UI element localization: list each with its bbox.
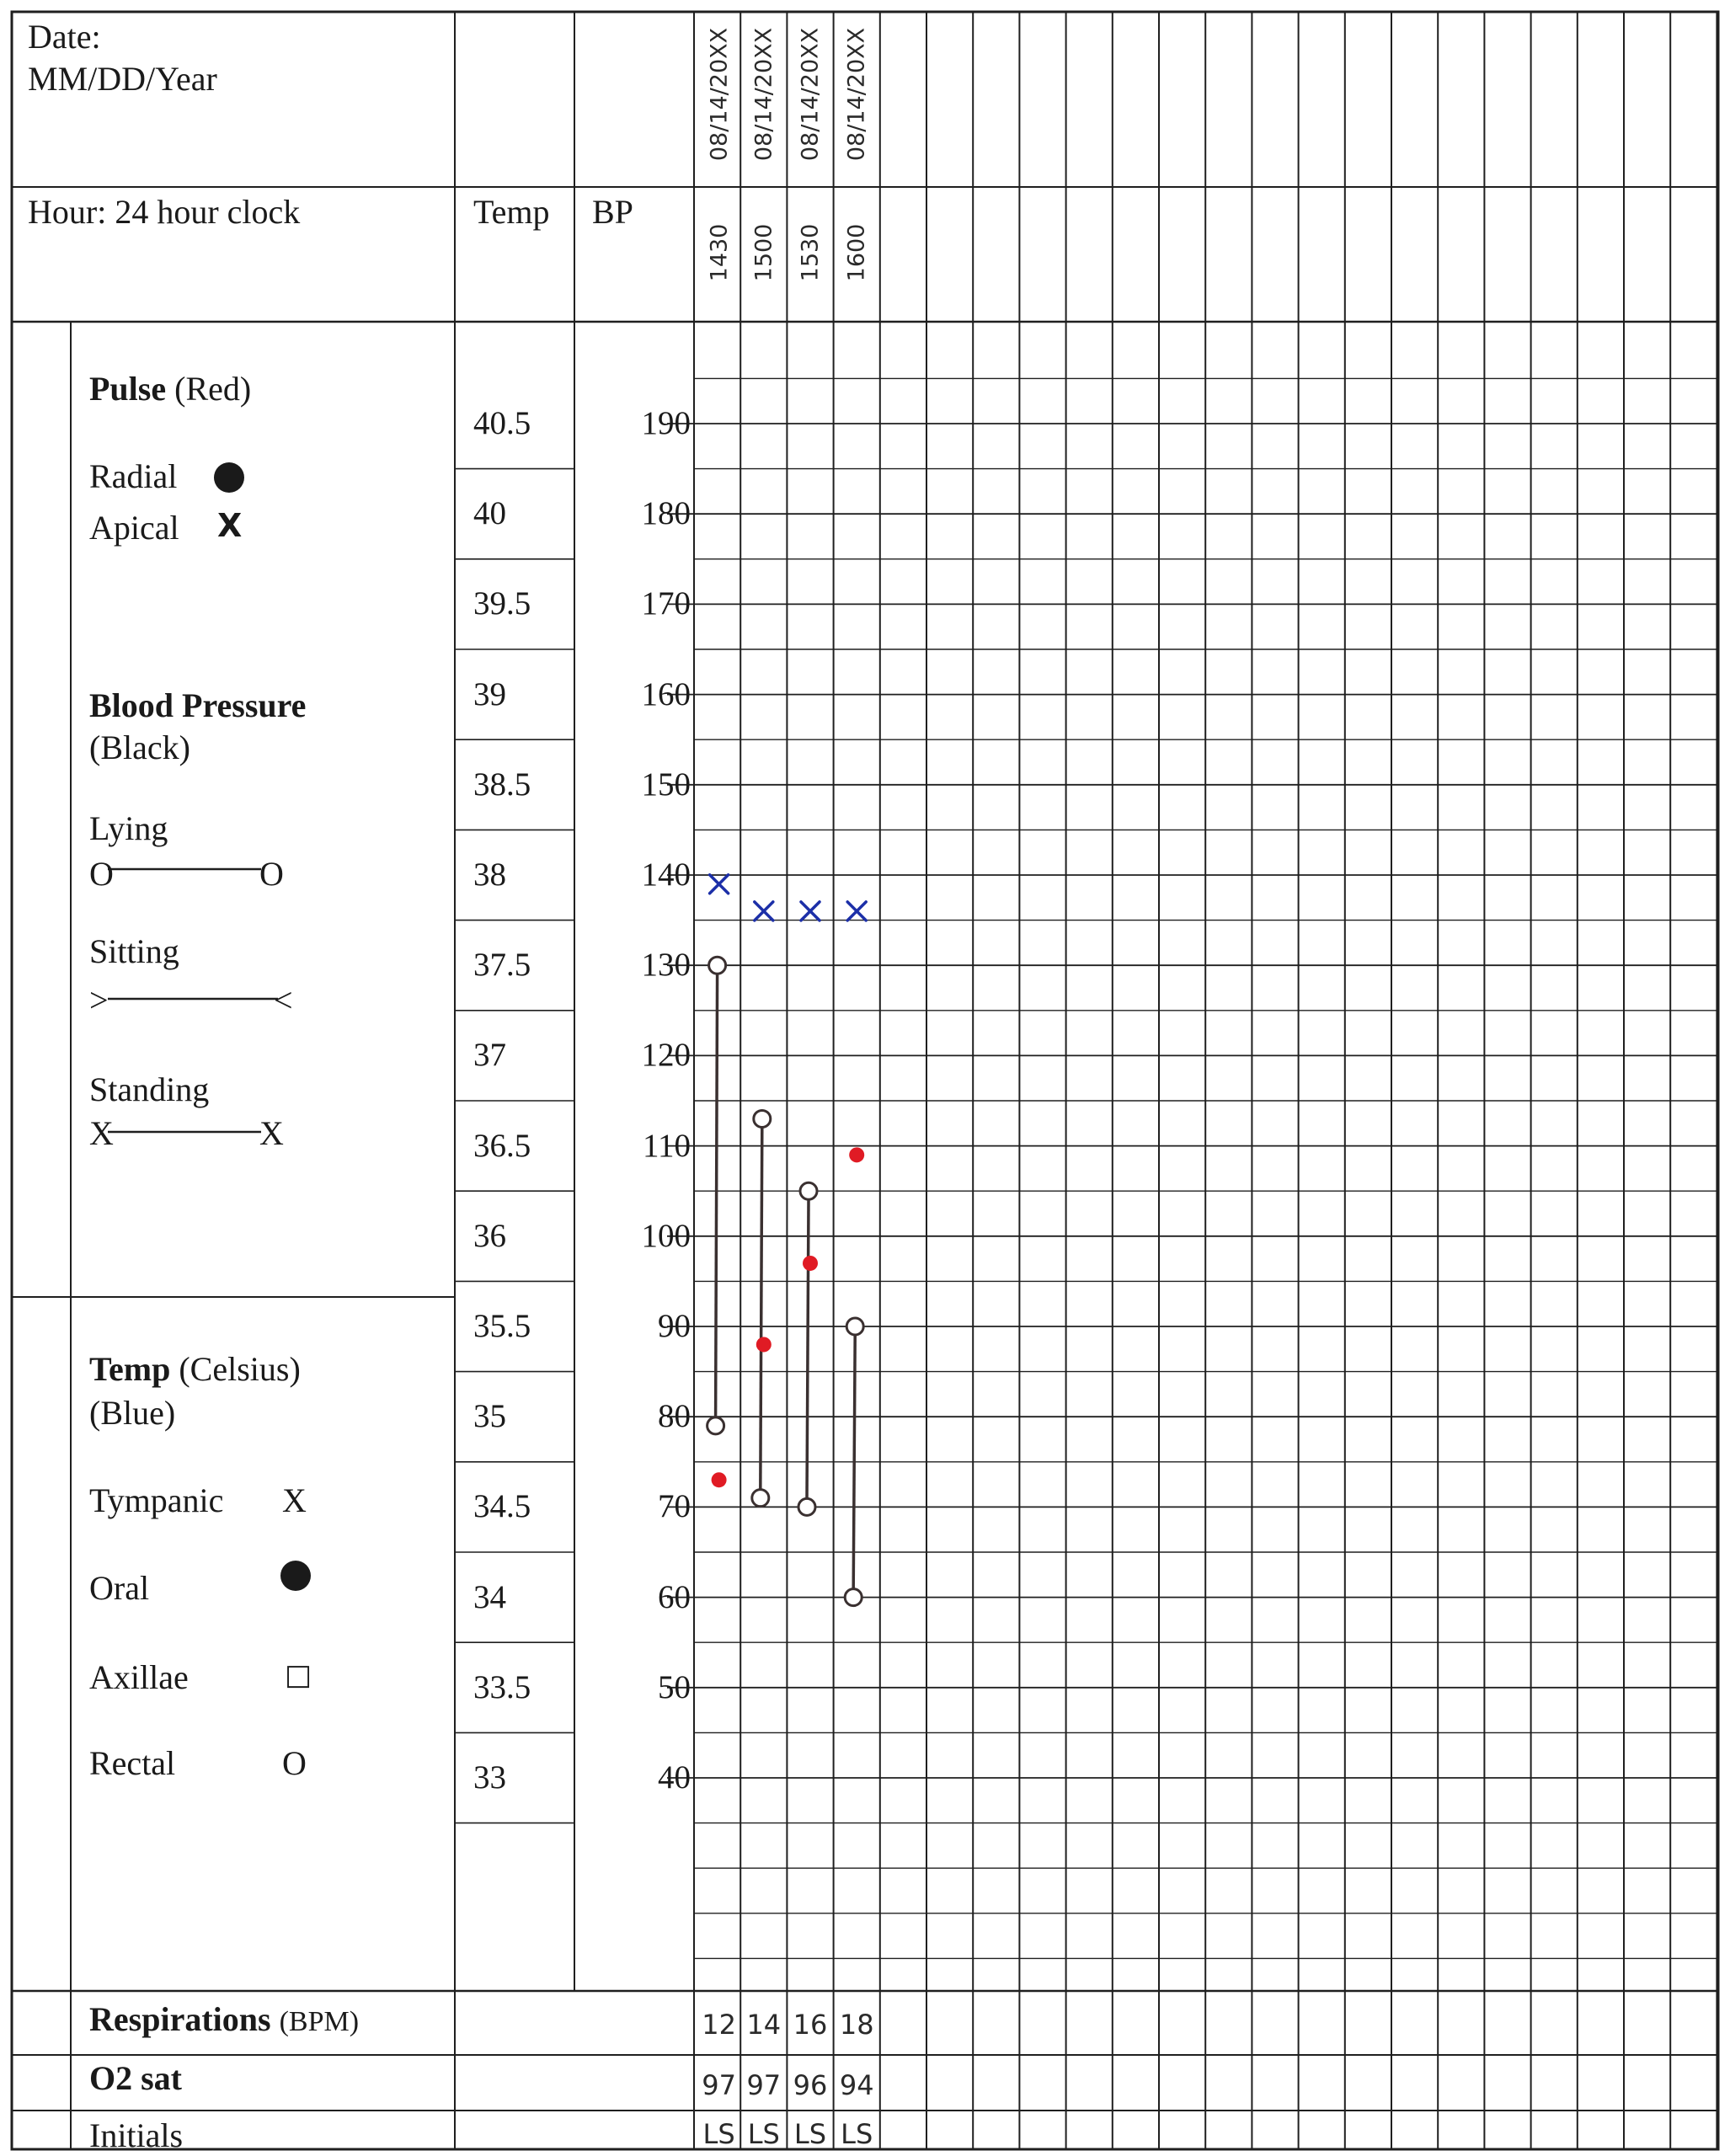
bp-diastolic-mark bbox=[752, 1490, 769, 1507]
bp-systolic-mark bbox=[754, 1110, 771, 1127]
filled-circle-icon bbox=[280, 1561, 311, 1591]
pulse-title: Pulse bbox=[89, 370, 167, 408]
bp-scale-tick: 50 bbox=[658, 1668, 691, 1705]
entry-o2-sat: 97 bbox=[746, 2069, 782, 2101]
entry-initials: LS bbox=[793, 2118, 827, 2150]
pulse-radial-mark bbox=[756, 1337, 772, 1352]
temp-scale-tick: 35 bbox=[473, 1398, 506, 1435]
bp-connector-line bbox=[761, 1127, 762, 1489]
bp-scale-tick: 110 bbox=[642, 1127, 691, 1164]
radial-label: Radial bbox=[89, 457, 178, 495]
entry-initials: LS bbox=[747, 2118, 780, 2150]
tympanic-x-icon: X bbox=[282, 1481, 307, 1519]
rectal-label: Rectal bbox=[89, 1744, 176, 1782]
date-label: Date: bbox=[28, 18, 101, 56]
square-icon: □ bbox=[285, 1658, 312, 1692]
entry-initials: LS bbox=[841, 2118, 873, 2150]
bp-scale-tick: 130 bbox=[641, 947, 691, 984]
standing-left-symbol: X bbox=[89, 1114, 114, 1152]
temp-scale-tick: 38.5 bbox=[473, 766, 531, 803]
temp-column-header: Temp bbox=[473, 193, 550, 231]
bp-connector-line bbox=[807, 1199, 809, 1498]
temp-legend-color: (Blue) bbox=[89, 1394, 176, 1432]
entry-time: 1500 bbox=[750, 223, 777, 282]
bp-diastolic-mark bbox=[798, 1498, 815, 1515]
entry-respirations: 12 bbox=[702, 2009, 736, 2041]
entry-initials: LS bbox=[702, 2118, 735, 2150]
entry-time: 1600 bbox=[843, 223, 870, 282]
tympanic-label: Tympanic bbox=[89, 1481, 224, 1519]
bp-legend-title: Blood Pressure bbox=[89, 686, 307, 724]
bp-systolic-mark bbox=[709, 957, 726, 974]
entry-respirations: 14 bbox=[746, 2009, 782, 2041]
sitting-right-symbol: < bbox=[274, 981, 293, 1019]
temp-scale-tick: 33.5 bbox=[473, 1668, 531, 1705]
pulse-color: (Red) bbox=[174, 370, 252, 408]
temp-title: Temp bbox=[89, 1350, 171, 1388]
bp-scale-tick: 180 bbox=[641, 495, 691, 532]
temp-scale-tick: 35.5 bbox=[473, 1308, 531, 1344]
bp-diastolic-mark bbox=[845, 1589, 862, 1606]
temp-scale-tick: 40 bbox=[473, 495, 506, 532]
bp-scale-tick: 150 bbox=[641, 766, 691, 803]
bp-scale-tick: 170 bbox=[641, 585, 691, 622]
rectal-o-icon: O bbox=[282, 1744, 307, 1782]
temp-scale-tick: 33 bbox=[473, 1759, 506, 1796]
temp-scale-tick: 34.5 bbox=[473, 1488, 531, 1525]
bp-connector-line bbox=[716, 974, 718, 1417]
entry-time: 1530 bbox=[797, 223, 824, 282]
bp-scale-tick: 140 bbox=[641, 857, 691, 893]
bp-column-header: BP bbox=[592, 193, 633, 231]
bp-systolic-mark bbox=[800, 1182, 817, 1199]
filled-circle-icon bbox=[214, 462, 244, 493]
respirations-label bbox=[89, 2000, 360, 2038]
bp-diastolic-mark bbox=[707, 1417, 724, 1434]
apical-label: Apical bbox=[89, 509, 179, 547]
bp-scale-tick: 160 bbox=[641, 675, 691, 712]
bp-scale-tick: 70 bbox=[658, 1488, 691, 1525]
apical-x-icon: X bbox=[217, 507, 243, 544]
axillae-label: Axillae bbox=[89, 1658, 189, 1696]
sitting-label: Sitting bbox=[89, 932, 179, 970]
temp-unit: (Celsius) bbox=[179, 1350, 301, 1388]
entry-o2-sat: 97 bbox=[702, 2069, 736, 2101]
standing-right-symbol: X bbox=[259, 1114, 284, 1152]
bp-legend-color: (Black) bbox=[89, 728, 190, 766]
lying-right-symbol: O bbox=[259, 855, 284, 893]
temp-scale-tick: 39.5 bbox=[473, 585, 531, 622]
temp-scale-tick: 36 bbox=[473, 1217, 506, 1254]
temp-scale-tick: 39 bbox=[473, 675, 506, 712]
pulse-radial-mark bbox=[803, 1256, 818, 1271]
date-format-label: MM/DD/Year bbox=[28, 60, 217, 98]
temp-scale-tick: 34 bbox=[473, 1578, 506, 1615]
entry-respirations: 18 bbox=[839, 2009, 874, 2041]
temp-scale-tick: 38 bbox=[473, 857, 506, 893]
temp-legend-title bbox=[89, 1350, 301, 1388]
lying-left-symbol: O bbox=[89, 855, 114, 893]
sheet-border bbox=[12, 12, 1718, 2149]
entry-time: 1430 bbox=[706, 223, 733, 282]
entry-date: 08/14/20XX bbox=[843, 27, 870, 162]
hour-label: Hour: 24 hour clock bbox=[28, 193, 301, 231]
initials-label: Initials bbox=[89, 2116, 184, 2154]
lying-label: Lying bbox=[89, 809, 168, 847]
temp-scale-tick: 37 bbox=[473, 1037, 506, 1074]
respirations-title: Respirations bbox=[89, 2000, 271, 2038]
standing-label: Standing bbox=[89, 1070, 210, 1108]
temp-scale-tick: 36.5 bbox=[473, 1127, 531, 1164]
sitting-left-symbol: > bbox=[89, 981, 109, 1019]
o2-sat-label: O2 sat bbox=[89, 2059, 182, 2097]
bp-scale-tick: 120 bbox=[641, 1037, 691, 1074]
temp-scale-tick: 40.5 bbox=[473, 405, 531, 441]
bp-scale-tick: 190 bbox=[641, 405, 691, 441]
entry-date: 08/14/20XX bbox=[750, 27, 777, 162]
entry-respirations: 16 bbox=[793, 2009, 828, 2041]
bp-scale-tick: 40 bbox=[658, 1759, 691, 1796]
bp-connector-line bbox=[853, 1335, 855, 1589]
bp-scale-tick: 90 bbox=[658, 1308, 691, 1344]
entry-o2-sat: 96 bbox=[793, 2069, 828, 2101]
bp-systolic-mark bbox=[846, 1318, 863, 1335]
entry-date: 08/14/20XX bbox=[797, 27, 824, 162]
oral-label: Oral bbox=[89, 1569, 150, 1607]
pulse-radial-mark bbox=[712, 1472, 727, 1487]
entry-o2-sat: 94 bbox=[839, 2069, 874, 2101]
entry-date: 08/14/20XX bbox=[706, 27, 733, 162]
pulse-radial-mark bbox=[849, 1147, 864, 1162]
temp-scale-tick: 37.5 bbox=[473, 947, 531, 984]
respirations-unit: (BPM) bbox=[279, 2006, 360, 2037]
pulse-legend-title bbox=[89, 372, 251, 406]
bp-scale-tick: 100 bbox=[641, 1217, 691, 1254]
bp-scale-tick: 80 bbox=[658, 1398, 691, 1435]
bp-scale-tick: 60 bbox=[658, 1578, 691, 1615]
